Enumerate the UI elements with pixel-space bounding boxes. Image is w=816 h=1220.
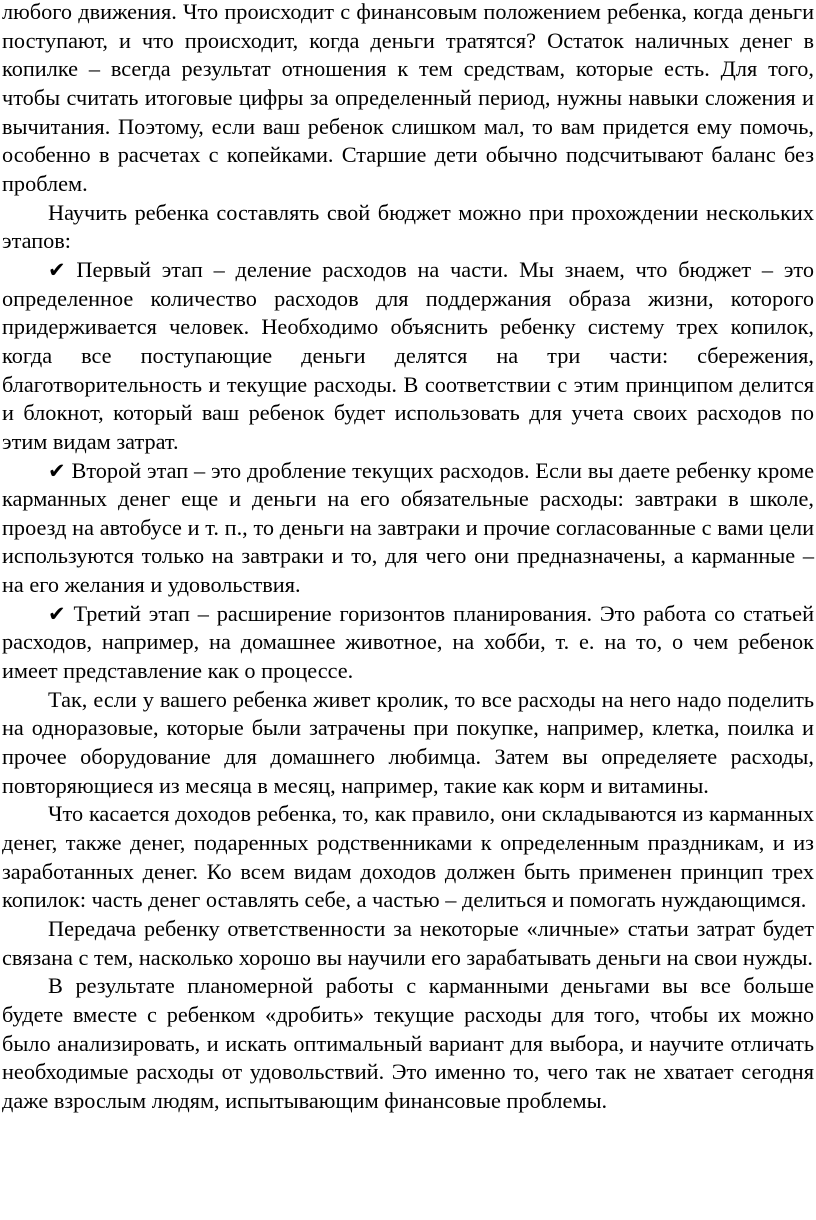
paragraph-6	[2, 686, 814, 801]
bullet-paragraph-1	[2, 256, 814, 457]
bullet-paragraph-2-text: Второй этап – это дробление текущих расходов. Если вы даете ребенку кроме карманных денег еще и деньги на его обязательные расходы: завтраки в школе, проезд на автобусе и т. п., то деньги на завтраки и прочие согласованные с вами цели используются только на завтраки и то, для чего они предназначены, а карманные – на его желания и удовольствия.	[2, 457, 814, 598]
checkmark-icon: ✔	[48, 601, 66, 626]
paragraph-9	[2, 972, 814, 1115]
paragraph-2	[2, 199, 814, 256]
paragraph-8-text: Передача ребенку ответственности за некоторые «личные» статьи затрат будет связана с тем, насколько хорошо вы научили его зарабатывать деньги на свои нужды.	[2, 916, 814, 970]
bullet-paragraph-2	[2, 457, 814, 600]
checkmark-icon: ✔	[48, 458, 66, 483]
bullet-paragraph-1-text: Первый этап – деление расходов на части. Мы знаем, что бюджет – это определенное количество расходов для поддержания образа жизни, которого придерживается человек. Необходимо объяснить ребенку систему трех копилок, когда все поступающие деньги делятся на три части: сбережения, благотворительность и текущие расходы. В соответствии с этим принципом делится и блокнот, который ваш ребенок будет использовать для учета своих расходов по этим видам затрат.	[2, 256, 814, 454]
checkmark-icon: ✔	[48, 257, 66, 282]
paragraph-1-text: любого движения. Что происходит с финансовым положением ребенка, когда деньги поступают, и что происходит, когда деньги тратятся? Остаток наличных денег в копилке – всегда результат отношения к тем средствам, которые есть. Для того, чтобы считать итоговые цифры за определенный период, нужны навыки сложения и вычитания. Поэтому, если ваш ребенок слишком мал, то вам придется ему помочь, особенно в расчетах с копейками. Старшие дети обычно подсчитывают баланс без проблем.	[2, 0, 814, 196]
paragraph-6-text: Так, если у вашего ребенка живет кролик, то все расходы на него надо поделить на одноразовые, которые были затрачены при покупке, например, клетка, поилка и прочее оборудование для домашнего любимца. Затем вы определяете расходы, повторяющиеся из месяца в месяц, например, такие как корм и витамины.	[2, 686, 814, 798]
paragraph-7-text: Что касается доходов ребенка, то, как правило, они складываются из карманных денег, также денег, подаренных родственниками к определенным праздникам, и из заработанных денег. Ко всем видам доходов должен быть применен принцип трех копилок: часть денег оставлять себе, а частью – делиться и помогать нуждающимся.	[2, 801, 814, 913]
paragraph-9-text: В результате планомерной работы с карманными деньгами вы все больше будете вместе с ребенком «дробить» текущие расходы для того, чтобы их можно было анализировать, и искать оптимальный вариант для выбора, и научите отличать необходимые расходы от удовольствий. Это именно то, чего так не хватает сегодня даже взрослым людям, испытывающим финансовые проблемы.	[2, 973, 814, 1113]
paragraph-7	[2, 800, 814, 915]
paragraph-8	[2, 915, 814, 972]
paragraph-1	[2, 0, 814, 199]
bullet-paragraph-3	[2, 600, 814, 686]
paragraph-2-text: Научить ребенка составлять свой бюджет можно при прохождении нескольких этапов:	[2, 199, 814, 254]
bullet-paragraph-3-text: Третий этап – расширение горизонтов планирования. Это работа со статьей расходов, например, на домашнее животное, на хобби, т. е. на то, о чем ребенок имеет представление как о процессе.	[2, 600, 814, 684]
